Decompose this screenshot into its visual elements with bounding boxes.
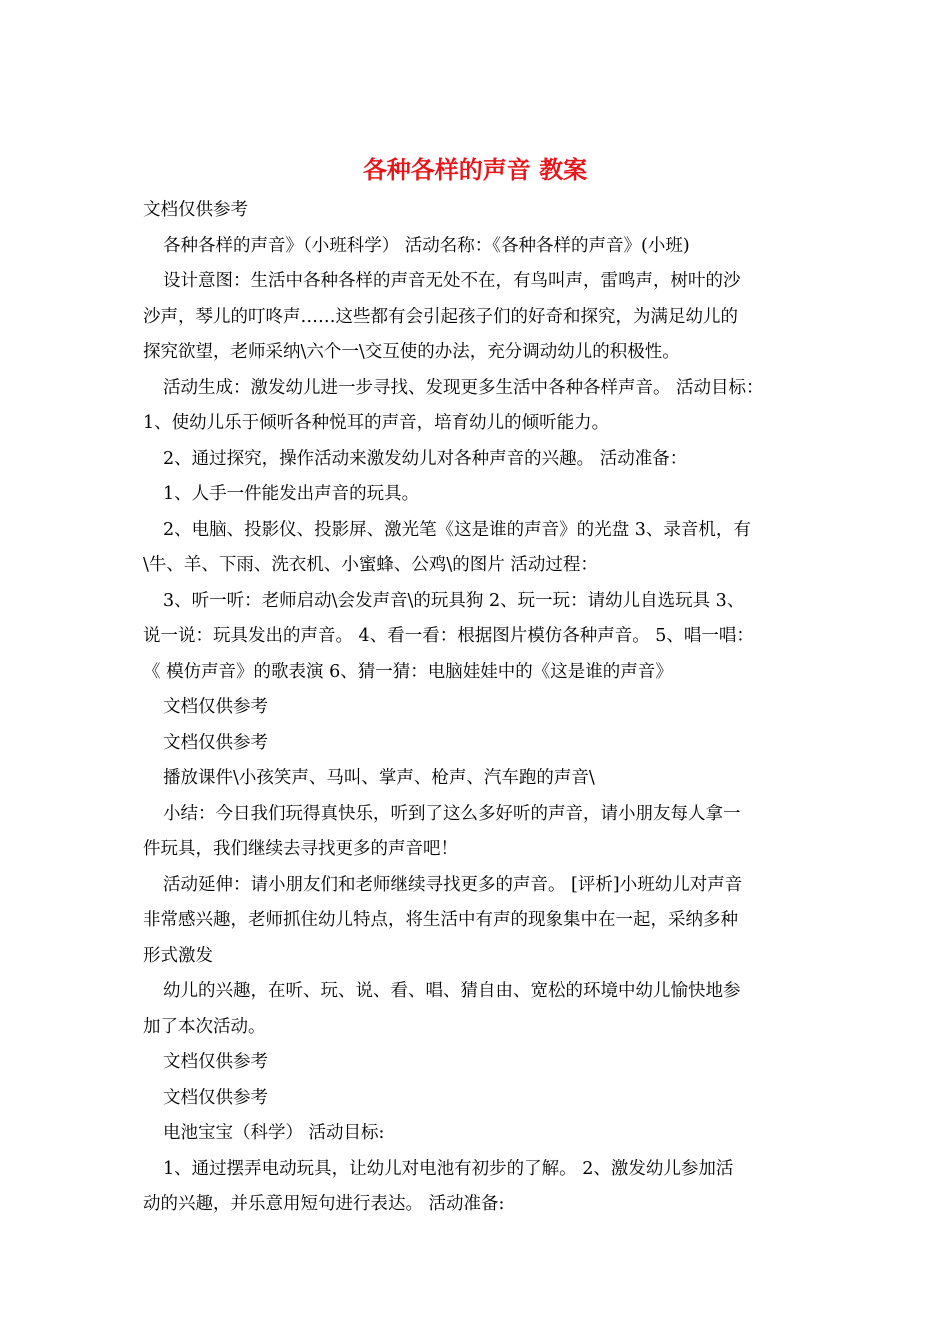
- text-line: 1、人手一件能发出声音的玩具。: [163, 484, 420, 504]
- text-line: 电池宝宝（科学） 活动目标:: [163, 1123, 385, 1143]
- text-line: 文档仅供参考: [163, 732, 268, 753]
- text-line: \牛、羊、下雨、洗衣机、小蜜蜂、公鸡\的图片 活动过程：: [143, 555, 598, 575]
- text-line: 播放课件\小孩笑声、马叫、掌声、枪声、汽车跑的声音\: [163, 768, 595, 788]
- text-line: 2、通过探究，操作活动来激发幼儿对各种声音的兴趣。 活动准备：: [163, 448, 688, 469]
- text-line: 小结：今日我们玩得真快乐，听到了这么多好听的声音，请小朋友每人拿一: [163, 803, 741, 824]
- text-line: 沙声，琴儿的叮咚声……这些都有会引起孩子们的好奇和探究，为满足幼儿的: [143, 306, 738, 327]
- text-line: 加了本次活动。: [143, 1016, 266, 1037]
- text-line: 活动延伸：请小朋友们和老师继续寻找更多的声音。 [评析]小班幼儿对声音: [163, 874, 743, 895]
- text-line: 2、电脑、投影仪、投影屏、激光笔《这是谁的声音》的光盘 3、录音机，有: [163, 519, 751, 540]
- text-line: 1、通过摆弄电动玩具，让幼儿对电池有初步的了解。 2、激发幼儿参加活: [163, 1158, 734, 1179]
- document-title: 各种各样的声音 教案: [362, 155, 588, 184]
- text-line: 文档仅供参考: [163, 1087, 268, 1108]
- text-line: 幼儿的兴趣，在听、玩、说、看、唱、猜自由、宽松的环境中幼儿愉快地参: [163, 981, 741, 1001]
- document-body: [143, 193, 819, 1223]
- text-line: 文档仅供参考: [143, 200, 248, 220]
- text-line: 说一说：玩具发出的声音。 4、看一看：根据图片模仿各种声音。 5、唱一唱：: [143, 626, 754, 646]
- text-line: 形式激发: [143, 945, 213, 966]
- text-line: 各种各样的声音》（小班科学） 活动名称：《各种各样的声音》(小班): [163, 235, 690, 256]
- text-line: 1、使幼儿乐于倾听各种悦耳的声音，培育幼儿的倾听能力。: [143, 413, 610, 433]
- text-line: 文档仅供参考: [163, 697, 268, 717]
- text-line: 设计意图：生活中各种各样的声音无处不在，有鸟叫声，雷鸣声，树叶的沙: [163, 271, 741, 291]
- text-line: 动的兴趣，并乐意用短句进行表达。 活动准备:: [143, 1194, 505, 1214]
- text-line: 探究欲望，老师采纳\六个一\交互使的办法，充分调动幼儿的积极性。: [143, 342, 680, 362]
- text-line: 件玩具，我们继续去寻找更多的声音吧！: [143, 839, 458, 859]
- text-line: 文档仅供参考: [163, 1052, 268, 1072]
- text-line: 非常感兴趣，老师抓住幼儿特点，将生活中有声的现象集中在一起，采纳多种: [143, 910, 738, 930]
- text-line: 活动生成：激发幼儿进一步寻找、发现更多生活中各种各样声音。 活动目标：: [163, 377, 764, 398]
- text-line: 《 模仿声音》的歌表演 6、猜一猜：电脑娃娃中的《这是谁的声音》: [143, 661, 673, 682]
- text-line: 3、听一听：老师启动\会发声音\的玩具狗 2、玩一玩：请幼儿自选玩具 3、: [163, 590, 745, 611]
